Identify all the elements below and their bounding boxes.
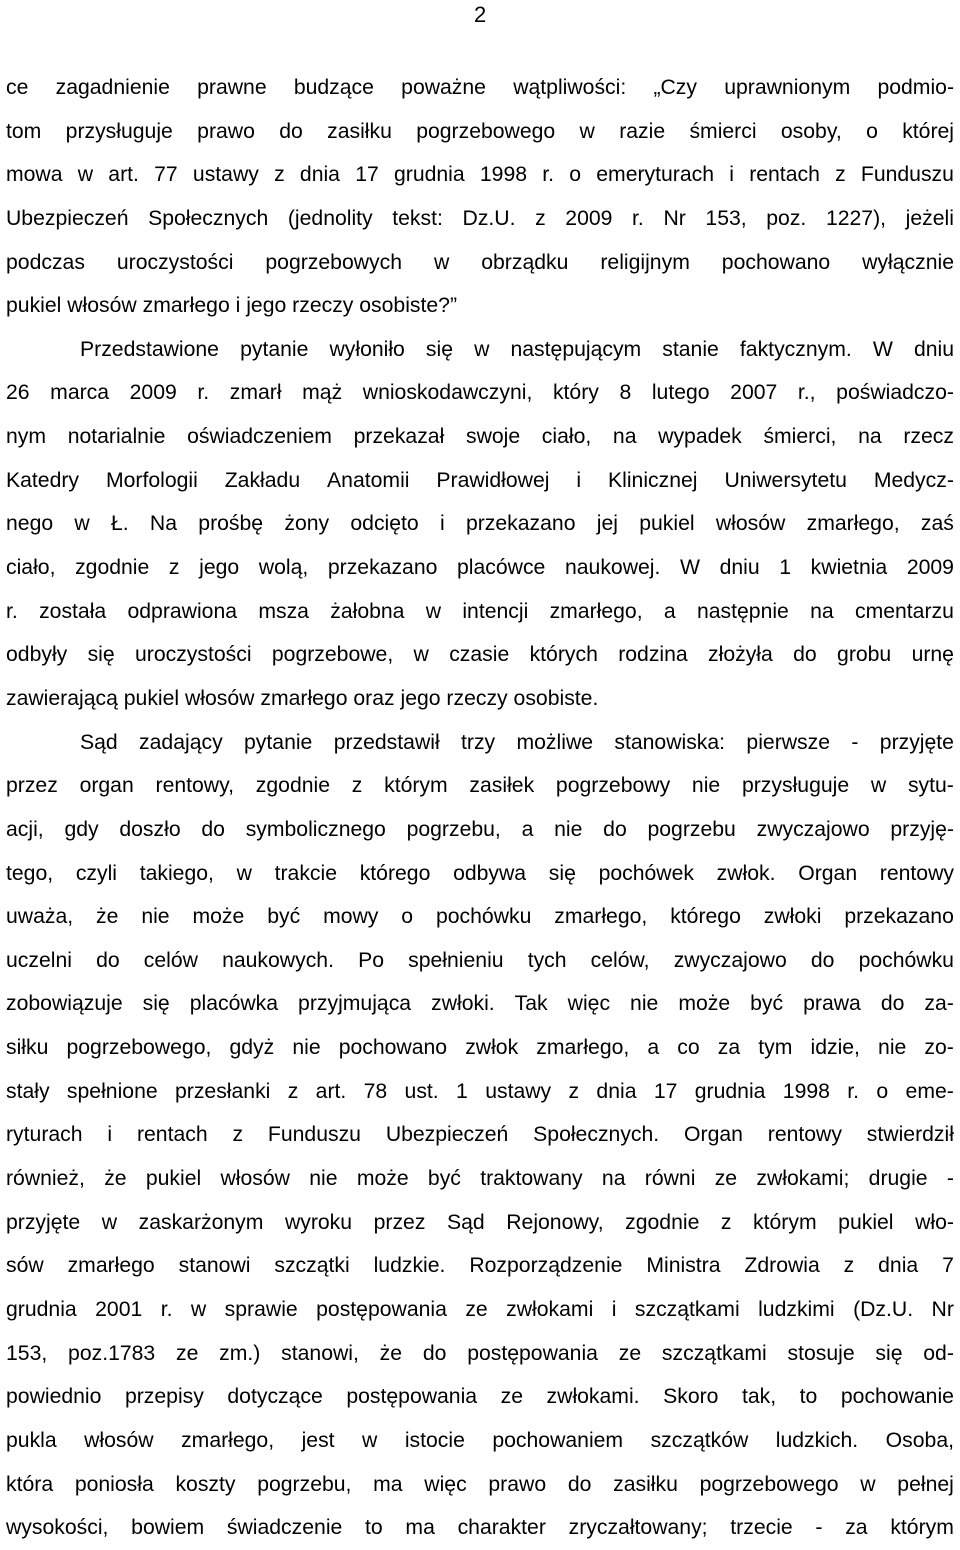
text-line: Przedstawione pytanie wyłoniło się w następującym stanie faktycznym. W dniu bbox=[80, 337, 954, 361]
text-line: przyjęte w zaskarżonym wyroku przez Sąd Rejonowy, zgodnie z którym pukiel wło- bbox=[6, 1210, 954, 1234]
text-line: stały spełnione przesłanki z art. 78 ust. 1 ustawy z dnia 17 grudnia 1998 r. o eme- bbox=[6, 1079, 954, 1103]
text-line: grudnia 2001 r. w sprawie postępowania ze zwłokami i szczątkami ludzkimi (Dz.U. Nr bbox=[6, 1297, 954, 1321]
text-line: Katedry Morfologii Zakładu Anatomii Prawidłowej i Klinicznej Uniwersytetu Medycz- bbox=[6, 468, 954, 492]
text-line: nego w Ł. Na prośbę żony odcięto i przekazano jej pukiel włosów zmarłego, zaś bbox=[6, 512, 954, 536]
text-line: 26 marca 2009 r. zmarł mąż wnioskodawczyni, który 8 lutego 2007 r., poświadczo- bbox=[6, 381, 954, 405]
text-line: również, że pukiel włosów nie może być traktowany na równi ze zwłokami; drugie - bbox=[6, 1167, 954, 1191]
text-line: która poniosła koszty pogrzebu, ma więc prawo do zasiłku pogrzebowego w pełnej bbox=[6, 1472, 954, 1496]
text-line: sów zmarłego stanowi szczątki ludzkie. Rozporządzenie Ministra Zdrowia z dnia 7 bbox=[6, 1254, 954, 1278]
text-line: 153, poz.1783 ze zm.) stanowi, że do postępowania ze szczątkami stosuje się od- bbox=[6, 1341, 954, 1365]
text-line: ryturach i rentach z Funduszu Ubezpieczeń Społecznych. Organ rentowy stwierdził bbox=[6, 1123, 954, 1147]
text-line: zawierającą pukiel włosów zmarłego oraz jego rzeczy osobiste. bbox=[6, 686, 599, 710]
text-line: podczas uroczystości pogrzebowych w obrządku religijnym pochowano wyłącznie bbox=[6, 250, 954, 274]
text-line: wysokości, bowiem świadczenie to ma charakter zryczałtowany; trzecie - za którym bbox=[6, 1516, 954, 1540]
text-line: uważa, że nie może być mowy o pochówku zmarłego, którego zwłoki przekazano bbox=[6, 905, 954, 929]
text-line: acji, gdy doszło do symbolicznego pogrzebu, a nie do pogrzebu zwyczajowo przyję- bbox=[6, 817, 954, 841]
text-line: r. została odprawiona msza żałobna w intencji zmarłego, a następnie na cmentarzu bbox=[6, 599, 954, 623]
text-line: mowa w art. 77 ustawy z dnia 17 grudnia 1998 r. o emeryturach i rentach z Funduszu bbox=[6, 163, 954, 187]
page-number: 2 bbox=[474, 2, 487, 27]
text-line: uczelni do celów naukowych. Po spełnieniu tych celów, zwyczajowo do pochówku bbox=[6, 948, 954, 972]
text-line: tom przysługuje prawo do zasiłku pogrzebowego w razie śmierci osoby, o której bbox=[6, 119, 954, 143]
text-line: Sąd zadający pytanie przedstawił trzy możliwe stanowiska: pierwsze - przyjęte bbox=[80, 730, 954, 754]
text-line: pukiel włosów zmarłego i jego rzeczy osobiste?” bbox=[6, 294, 458, 318]
text-line: zobowiązuje się placówka przyjmująca zwłoki. Tak więc nie może być prawa do za- bbox=[6, 992, 954, 1016]
body-text bbox=[0, 66, 960, 1550]
text-line: ce zagadnienie prawne budzące poważne wątpliwości: „Czy uprawnionym podmio- bbox=[6, 76, 954, 99]
text-line: przez organ rentowy, zgodnie z którym zasiłek pogrzebowy nie przysługuje w sytu- bbox=[6, 774, 954, 798]
text-line: ciało, zgodnie z jego wolą, przekazano placówce naukowej. W dniu 1 kwietnia 2009 bbox=[6, 556, 954, 580]
text-line: tego, czyli takiego, w trakcie którego odbywa się pochówek zwłok. Organ rentowy bbox=[6, 861, 954, 885]
text-line: pukla włosów zmarłego, jest w istocie pochowaniem szczątków ludzkich. Osoba, bbox=[6, 1428, 954, 1452]
text-line: siłku pogrzebowego, gdyż nie pochowano zwłok zmarłego, a co za tym idzie, nie zo- bbox=[6, 1036, 954, 1060]
text-line: nym notarialnie oświadczeniem przekazał swoje ciało, na wypadek śmierci, na rzecz bbox=[6, 425, 954, 449]
text-line: Ubezpieczeń Społecznych (jednolity tekst: Dz.U. z 2009 r. Nr 153, poz. 1227), jeżeli bbox=[6, 206, 954, 230]
text-line: odbyły się uroczystości pogrzebowe, w czasie których rodzina złożyła do grobu urnę bbox=[6, 643, 954, 667]
text-line: powiednio przepisy dotyczące postępowania ze zwłokami. Skoro tak, to pochowanie bbox=[6, 1385, 954, 1409]
